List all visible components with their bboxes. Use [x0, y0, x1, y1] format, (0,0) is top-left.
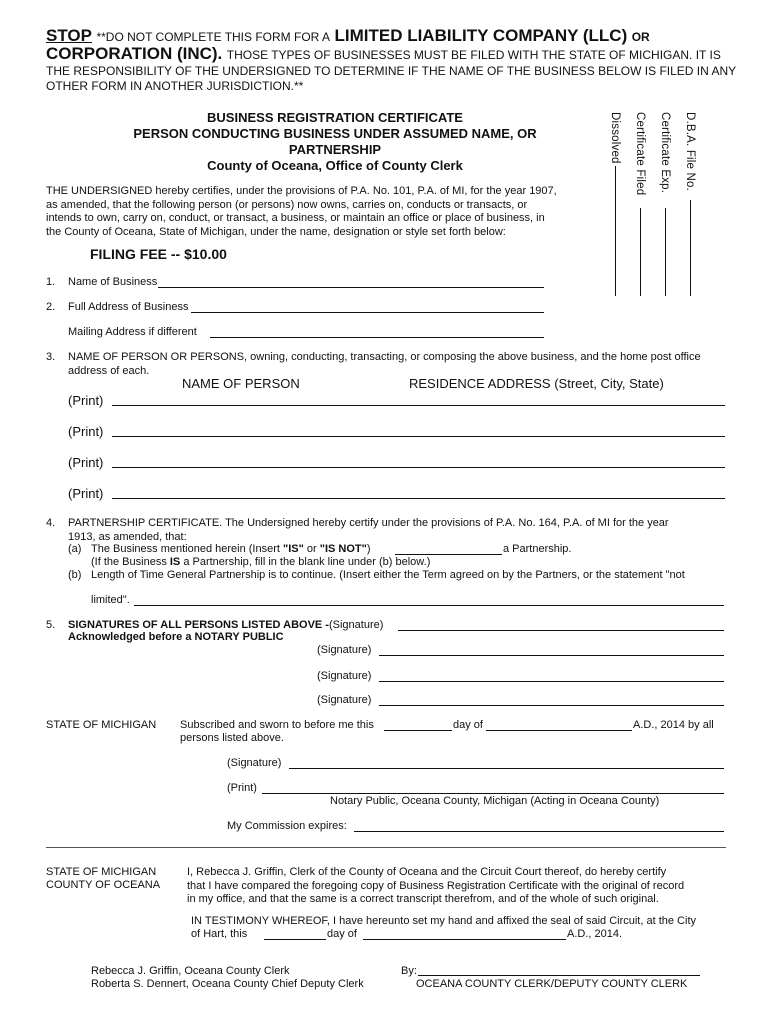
- title-line: PARTNERSHIP: [288, 142, 382, 157]
- business-name-field[interactable]: [158, 287, 544, 288]
- partnership-certificate: [68, 517, 669, 544]
- dba-file-no-label: D.B.A. File No.: [684, 112, 696, 192]
- by-label: By:: [401, 965, 417, 977]
- signature-4-field[interactable]: [379, 705, 724, 706]
- testimony-month-field[interactable]: [363, 939, 566, 940]
- persons-instruction: [68, 351, 701, 378]
- certificate-exp-field[interactable]: [665, 208, 666, 296]
- filing-fee: FILING FEE -- $10.00: [90, 246, 227, 262]
- signature-1-field[interactable]: [398, 630, 724, 631]
- sworn-month-field[interactable]: [486, 730, 632, 731]
- is-partnership-field[interactable]: [395, 554, 502, 555]
- partnership-term-field[interactable]: [134, 605, 724, 606]
- item-4-number: 4.: [46, 517, 56, 529]
- persons-listed: persons listed above.: [180, 732, 284, 744]
- item-3-number: 3.: [46, 351, 56, 363]
- ad-label: A.D., 2014 by all: [633, 719, 714, 731]
- name-column-header: NAME OF PERSON: [182, 376, 300, 391]
- deputy-clerk-name: Roberta S. Dennert, Oceana County Chief Deputy Clerk: [91, 978, 364, 990]
- dissolved-field[interactable]: [615, 166, 616, 296]
- business-name-label: Name of Business: [68, 276, 158, 288]
- certification-line: that I have compared the foregoing copy of Business Registration Certificate with the original of record: [187, 879, 685, 892]
- signature-label: (Signature): [328, 619, 384, 631]
- intro-line: intends to own, carry on, conduct, or transact, a business, or maintain an office or place of business, in: [46, 212, 545, 224]
- warning-text: THOSE TYPES OF BUSINESSES MUST BE FILED WITH THE STATE OF MICHIGAN. IT IS: [226, 48, 721, 62]
- testimony-hart: of Hart, this: [191, 928, 248, 940]
- sworn-text: Subscribed and sworn to before me this: [180, 719, 374, 731]
- title-line: BUSINESS REGISTRATION CERTIFICATE: [207, 110, 463, 125]
- person-row-3-field[interactable]: [112, 467, 725, 468]
- warning-text: **DO NOT COMPLETE THIS FORM FOR A: [96, 30, 331, 44]
- item-2-number: 2.: [46, 301, 56, 313]
- state-of-michigan: STATE OF MICHIGAN: [46, 719, 157, 731]
- print-label: (Print): [68, 424, 104, 439]
- signature-3-field[interactable]: [379, 681, 724, 682]
- item-4a-note: [91, 556, 430, 570]
- text: The Business mentioned herein (Insert: [91, 543, 283, 555]
- is-not-option: "IS NOT": [319, 543, 367, 555]
- clerk-signature-caption: OCEANA COUNTY CLERK/DEPUTY COUNTY CLERK: [416, 978, 688, 990]
- item-4b-label: (b): [68, 569, 82, 581]
- is-option: "IS": [283, 543, 304, 555]
- clerk-signature-field[interactable]: [418, 975, 700, 976]
- print-label: (Print): [68, 486, 104, 501]
- commission-label: My Commission expires:: [227, 820, 347, 832]
- address-column-header: RESIDENCE ADDRESS (Street, City, State): [409, 376, 664, 391]
- notary-acknowledgement: Acknowledged before a NOTARY PUBLIC: [68, 631, 284, 643]
- testimony-line-1: IN TESTIMONY WHEREOF, I have hereunto set my hand and affixed the seal of said Circuit, at the City: [191, 915, 697, 927]
- clerk-county: COUNTY OF OCEANA: [46, 879, 161, 891]
- item-1-number: 1.: [46, 276, 56, 288]
- llc-label: LIMITED LIABILITY COMPANY (LLC): [334, 26, 628, 45]
- business-address-label: Full Address of Business: [68, 301, 189, 313]
- dissolved-label: Dissolved: [609, 112, 621, 164]
- mailing-address-label: Mailing Address if different: [68, 326, 197, 338]
- title-line: PERSON CONDUCTING BUSINESS UNDER ASSUMED NAME, OR: [133, 126, 537, 141]
- certificate-exp-label: Certificate Exp.: [659, 112, 671, 194]
- testimony-day-of: day of: [327, 928, 357, 940]
- clerk-state: STATE OF MICHIGAN: [46, 866, 157, 878]
- signature-label: (Signature): [317, 644, 372, 656]
- instruction-line: NAME OF PERSON OR PERSONS, owning, conducting, transacting, or composing the above business, and the home post office: [68, 351, 701, 363]
- item-5-number: 5.: [46, 619, 56, 631]
- warning-line-2: [46, 44, 721, 64]
- stop-warning: [46, 26, 650, 46]
- person-row-2-field[interactable]: [112, 436, 725, 437]
- instruction-line: address of each.: [68, 364, 150, 377]
- notary-print-field[interactable]: [262, 793, 724, 794]
- section-divider: [46, 847, 726, 848]
- signature-label: (Signature): [317, 694, 372, 706]
- text: a Partnership, fill in the blank line under (b) below.): [180, 556, 431, 568]
- notary-signature-field[interactable]: [289, 768, 724, 769]
- certificate-filed-field[interactable]: [640, 208, 641, 296]
- notary-signature-label: (Signature): [227, 757, 282, 769]
- warning-line-4: OTHER FORM IN ANOTHER JURISDICTION.**: [46, 79, 304, 93]
- stop-label: STOP: [46, 26, 92, 45]
- text: (If the Business: [91, 556, 170, 568]
- intro-paragraph: [46, 185, 557, 239]
- person-row-4-field[interactable]: [112, 498, 725, 499]
- day-of-label: day of: [453, 719, 483, 731]
- item-4a-text: [91, 543, 371, 557]
- print-label: (Print): [68, 393, 104, 408]
- business-address-field[interactable]: [191, 312, 544, 313]
- signature-2-field[interactable]: [379, 655, 724, 656]
- testimony-day-field[interactable]: [264, 939, 326, 940]
- signature-label: (Signature): [317, 670, 372, 682]
- certification-line: in my office, and that the same is a correct transcript therefrom, and of the whole of such original.: [187, 893, 659, 905]
- intro-line: the County of Oceana, State of Michigan, under the name, designation or style set forth below:: [46, 225, 506, 238]
- clerk-name: Rebecca J. Griffin, Oceana County Clerk: [91, 965, 290, 977]
- limited-label: limited".: [91, 594, 130, 606]
- form-title: [70, 110, 600, 174]
- person-row-1-field[interactable]: [112, 405, 725, 406]
- or-label: OR: [631, 30, 650, 44]
- dba-file-no-field[interactable]: [690, 200, 691, 296]
- testimony-ad: A.D., 2014.: [567, 928, 623, 940]
- text: or: [303, 543, 320, 555]
- certification-line: I, Rebecca J. Griffin, Clerk of the County of Oceana and the Circuit Court thereof, do hereby certify: [187, 866, 667, 878]
- commission-expires-field[interactable]: [354, 831, 724, 832]
- partnership-tail: a Partnership.: [503, 543, 572, 555]
- clerk-certification: [187, 866, 684, 907]
- text: IS: [169, 556, 181, 568]
- intro-line: as amended, that the following person (or persons) now owns, carries on, conducts or transacts, or: [46, 198, 528, 211]
- mailing-address-field[interactable]: [210, 337, 544, 338]
- corp-label: CORPORATION (INC).: [46, 44, 223, 63]
- text: ): [366, 543, 371, 555]
- title-line: County of Oceana, Office of County Clerk: [207, 158, 463, 173]
- partnership-line: PARTNERSHIP CERTIFICATE. The Undersigned hereby certify under the provisions of P.A. No. 164, P.A. of MI for the year: [68, 517, 669, 529]
- certificate-filed-label: Certificate Filed: [634, 112, 646, 196]
- warning-line-3: THE RESPONSIBILITY OF THE UNDERSIGNED TO DETERMINE IF THE NAME OF THE BUSINESS BELOW IS FILED IN ANY: [46, 64, 737, 78]
- item-4b-text: Length of Time General Partnership is to continue. (Insert either the Term agreed on by the Partners, or the statement "not: [91, 569, 685, 581]
- item-4a-label: (a): [68, 543, 82, 555]
- notary-print-label: (Print): [227, 782, 257, 794]
- sworn-day-field[interactable]: [384, 730, 452, 731]
- intro-line: THE UNDERSIGNED hereby certifies, under the provisions of P.A. No. 101, P.A. of MI, for the year 1907,: [46, 185, 557, 197]
- partnership-line: 1913, as amended, that:: [68, 530, 187, 543]
- text: SIGNATURES OF ALL PERSONS LISTED ABOVE -: [68, 619, 329, 631]
- print-label: (Print): [68, 455, 104, 470]
- notary-caption: Notary Public, Oceana County, Michigan (Acting in Oceana County): [330, 795, 660, 807]
